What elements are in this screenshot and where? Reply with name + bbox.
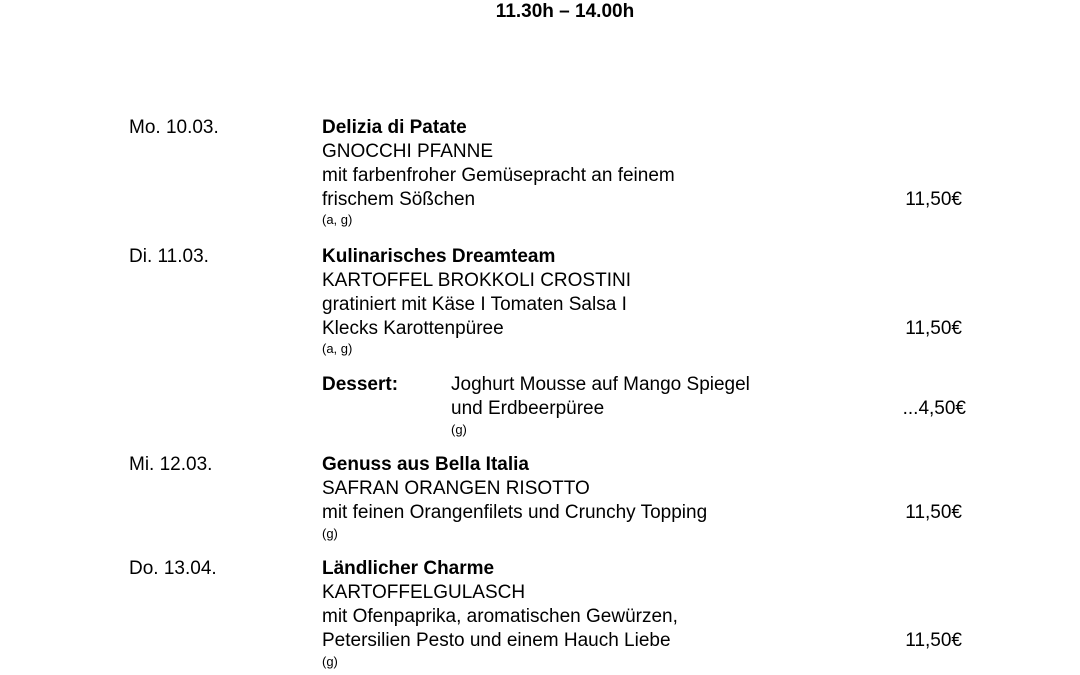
dish-description: Petersilien Pesto und einem Hauch Liebe: [322, 630, 671, 651]
dish-name: KARTOFFEL BROKKOLI CROSTINI: [322, 270, 631, 291]
dish-title: Kulinarisches Dreamteam: [322, 246, 556, 267]
dish-price: 11,50€: [905, 189, 962, 210]
day-date: Mi. 12.03.: [129, 454, 213, 475]
allergens: (a, g): [322, 212, 353, 227]
dish-name: GNOCCHI PFANNE: [322, 141, 494, 162]
dish-title: Ländlicher Charme: [322, 558, 495, 579]
opening-hours: 11.30h – 14.00h: [495, 1, 635, 22]
day-date: Di. 11.03.: [129, 246, 209, 267]
dish-description: mit Ofenpaprika, aromatischen Gewürzen,: [322, 606, 678, 627]
allergens: (g): [451, 422, 467, 437]
dish-description: Klecks Karottenpüree: [322, 318, 504, 339]
dish-price: 11,50€: [905, 502, 962, 523]
dish-name: KARTOFFELGULASCH: [322, 582, 526, 603]
dish-name: SAFRAN ORANGEN RISOTTO: [322, 478, 590, 499]
dessert-price: ...4,50€: [902, 398, 966, 419]
dish-title: Delizia di Patate: [322, 117, 467, 138]
allergens: (g): [322, 526, 338, 541]
dish-title: Genuss aus Bella Italia: [322, 454, 529, 475]
dish-description: gratiniert mit Käse I Tomaten Salsa I: [322, 294, 627, 315]
allergens: (g): [322, 654, 338, 669]
dish-description: mit farbenfroher Gemüsepracht an feinem: [322, 165, 675, 186]
dessert-description: und Erdbeerpüree: [451, 398, 605, 419]
dessert-description: Joghurt Mousse auf Mango Spiegel: [451, 374, 750, 395]
dish-description: frischem Sößchen: [322, 189, 476, 210]
day-date: Mo. 10.03.: [129, 117, 219, 138]
dish-description: mit feinen Orangenfilets und Crunchy Topping: [322, 502, 708, 523]
day-date: Do. 13.04.: [129, 558, 217, 579]
dessert-label: Dessert:: [322, 374, 399, 395]
dish-price: 11,50€: [905, 630, 962, 651]
dish-price: 11,50€: [905, 318, 962, 339]
allergens: (a, g): [322, 341, 353, 356]
